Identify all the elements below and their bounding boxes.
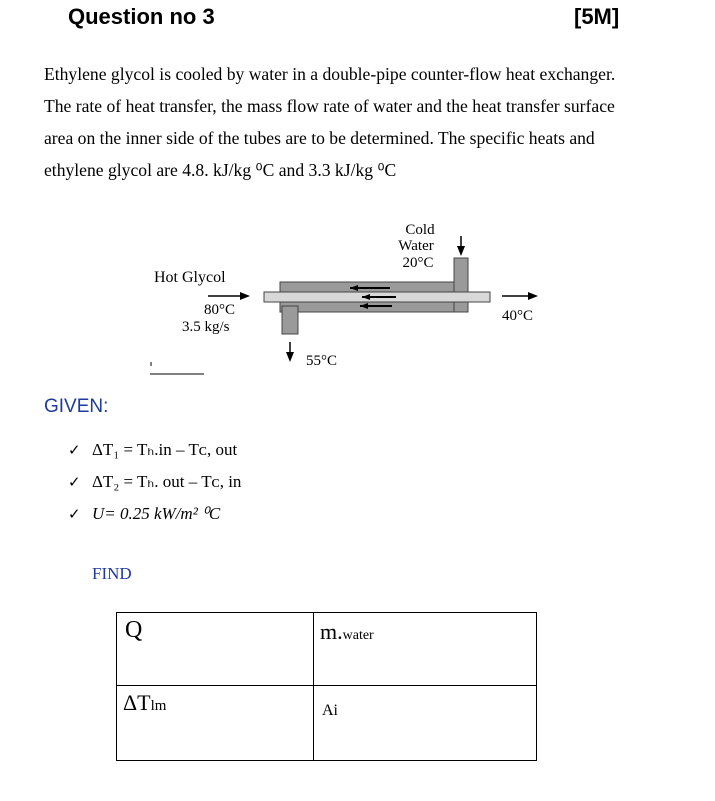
given-item [68, 434, 241, 466]
find-mass-flow [314, 613, 536, 645]
problem-statement [44, 58, 670, 186]
find-lmtd-sub: lm [150, 698, 167, 714]
cold-water-label: Cold [405, 222, 435, 238]
find-heat-rate: Q [125, 617, 143, 643]
given-list [68, 434, 241, 530]
cold-water-label: Water [398, 238, 434, 254]
given-item-text: ΔT₁ = Tₕ.in – Tᴄ, out [92, 440, 238, 459]
question-marks: [5M] [574, 4, 620, 29]
table-cell [314, 613, 537, 686]
table-cell [117, 686, 314, 761]
hot-flow-rate: 3.5 kg/s [182, 319, 230, 335]
find-lmtd-main: ΔT [123, 690, 151, 715]
hot-outlet-temp: 40°C [502, 308, 534, 324]
cold-outlet-temp: 55°C [306, 353, 338, 369]
check-icon: ✓ [68, 505, 81, 523]
problem-line: ethylene glycol are 4.8. kJ/kg ⁰C and 3.3 kJ/kg ⁰C [44, 160, 397, 180]
check-icon: ✓ [68, 473, 81, 491]
heat-exchanger-diagram [140, 210, 570, 380]
given-item [68, 498, 241, 530]
table-row [117, 613, 537, 686]
cold-outlet-pipe [282, 306, 298, 334]
problem-line: Ethylene glycol is cooled by water in a double-pipe counter-flow heat exchanger. [44, 64, 616, 84]
find-lmtd [117, 686, 313, 716]
hot-glycol-label: Hot Glycol [154, 269, 226, 286]
check-icon: ✓ [68, 441, 81, 459]
find-mass-flow-sub: water [342, 628, 374, 643]
problem-line: area on the inner side of the tubes are to be determined. The specific heats and [44, 128, 595, 148]
given-item [68, 466, 241, 498]
problem-line: The rate of heat transfer, the mass flow rate of water and the heat transfer surface [44, 96, 615, 116]
find-table [116, 612, 537, 761]
cold-inlet-pipe [454, 258, 468, 312]
given-item-text: U= 0.25 kW/m² ⁰C [92, 504, 221, 523]
table-cell [117, 613, 314, 686]
table-cell [314, 686, 537, 761]
find-mass-flow-main: m. [320, 619, 343, 644]
given-item-text: ΔT₂ = Tₕ. out – Tᴄ, in [92, 472, 242, 491]
find-heading: FIND [92, 564, 132, 583]
table-row [117, 686, 537, 761]
cold-inlet-temp: 20°C [402, 255, 434, 271]
question-title: Question no 3 [68, 4, 215, 29]
find-area: Ai [322, 702, 338, 719]
given-heading: GIVEN: [44, 396, 109, 417]
hot-inlet-temp: 80°C [204, 302, 236, 318]
